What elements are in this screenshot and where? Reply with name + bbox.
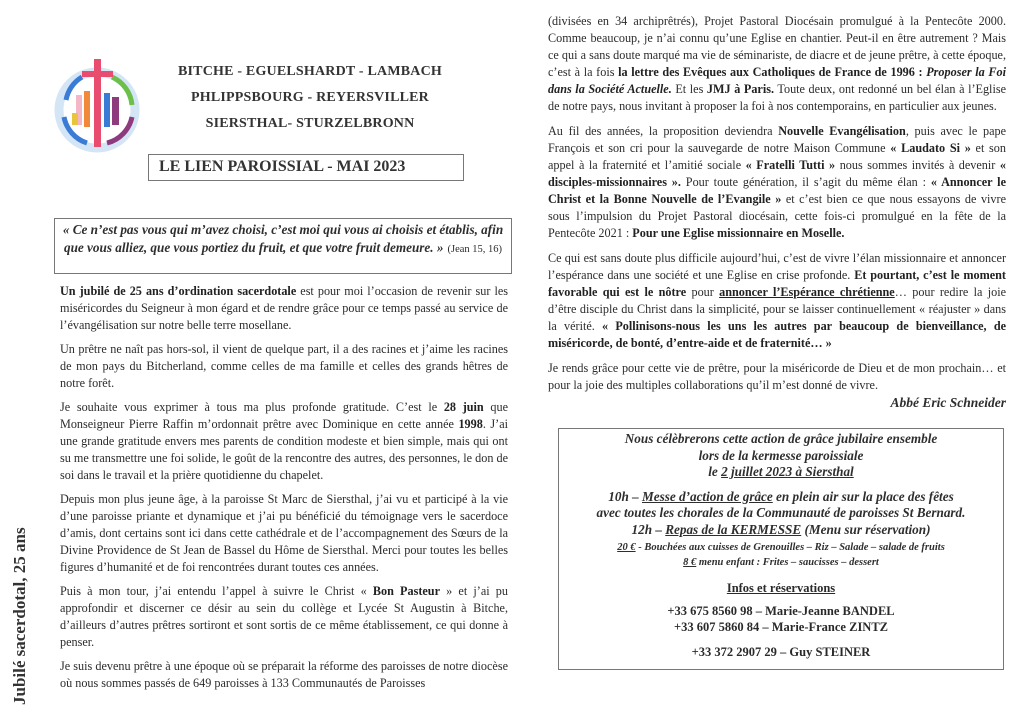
paragraph-roots: Un prêtre ne naît pas hors-sol, il vient de quelque part, il a des racines et j’aime les racines de mon pays du Bitcherland, comme celles de ma famille et celles des grands hêtres de notre forêt. — [60, 342, 508, 390]
letter-bold: la lettre des Evêques aux Catholiques de France de 1996 : — [618, 65, 923, 79]
mass-title: Messe d’action de grâce — [642, 488, 773, 504]
bon-pasteur-bold: Bon Pasteur — [372, 584, 440, 598]
jmj-bold: JMJ à Paris. — [706, 82, 775, 96]
text: . J’ai une grande gratitude envers mes parents de condition modeste et bien simple, mais qui ont su me transmettre une foi solide, le goût de la rencontre des autres, des personnes, le don de soi dans le travail et la prière quotidienne du chapelet. — [60, 417, 508, 482]
text: … pour redire la joie d’être disciple du Christ dans la simplicité, pour se laisser continuellement « réajuster » dans la vérité. — [548, 285, 1006, 333]
text: le — [708, 464, 722, 479]
signature: Abbé Eric Schneider — [890, 395, 1006, 410]
bold: Et pourtant, c’est le moment favorable qui est le nôtre — [548, 268, 1006, 299]
bold: « Fratelli Tutti » — [745, 158, 836, 172]
event-choirs: avec toutes les chorales de la Communauté de paroisses St Bernard. — [596, 505, 966, 520]
text: Au fil des années, la proposition deviendra — [548, 124, 779, 138]
price: 8 € — [683, 557, 697, 568]
meal-title: Repas de la KERMESSE — [665, 521, 802, 537]
side-jubilee-label: Jubilé sacerdotal, 25 ans — [10, 527, 29, 705]
event-date-text: 2 juillet 2023 à Siersthal — [721, 464, 854, 479]
text: et c’est bien ce que nous essayons de vivre sous l’impulsion du Projet Pastoral diocésain, cette fois-ci promulgué en la fête de la Pentecôte 2021 : — [548, 192, 1006, 240]
event-mass — [559, 489, 1003, 506]
paragraph-church — [548, 13, 1006, 115]
text: menu enfant : Frites – saucisses – dessert — [696, 557, 879, 568]
event-line-1: Nous célèbrerons cette action de grâce jubilaire ensemble — [624, 431, 938, 446]
year-bold: 1998 — [458, 417, 483, 431]
text: 12h – — [631, 521, 666, 537]
bold: Pour une Eglise missionnaire en Moselle. — [632, 226, 845, 240]
text: Et les — [671, 82, 707, 96]
bold: Nouvelle Evangélisation — [778, 124, 906, 138]
event-line-2: lors de la kermesse paroissiale — [698, 447, 864, 463]
text: 10h – — [608, 488, 642, 504]
text: » et j’ai pu approfondir et discerner ce désir au sein du collège et Lycée St Augustin à Bitche, d’ailleurs d’autres prêtres sortiront et sont sortis de ce même établissement, ce qui donne à penser. — [60, 584, 508, 649]
newsletter-title: LE LIEN PAROISSIAL - MAI 2023 — [159, 158, 406, 175]
right-column — [548, 13, 1006, 411]
event-box — [558, 428, 1004, 670]
text: en plein air sur la place des fêtes — [772, 488, 954, 504]
text: pour — [686, 285, 720, 299]
parish-logo — [52, 55, 142, 155]
bold: « Laudato Si » — [890, 141, 971, 155]
paragraph-youth: Depuis mon plus jeune âge, à la paroisse St Marc de Siersthal, j’ai vu et participé à la vie d’une paroisse priante et dynamique et j’ai pu bénéficié du témoignage vers le sacerdoce d’amis, dont certains sont ici dans cette cathédrale et de l’accompagnement des Sœurs de la Divine Providence de St Jean de Bassel du Hôme de Siersthal. Merci pour toutes les belles figures d’humanité et de foi rencontrées durant toutes ces années. — [60, 492, 508, 574]
text: Pour toute génération, il s’agit du même élan : — [680, 175, 931, 189]
parish-line-3: SIERSTHAL- STURZELBRONN — [205, 116, 415, 131]
text: - Bouchées aux cuisses de Grenouilles – Riz – Salade – salade de fruits — [635, 542, 945, 553]
paragraph-gratitude — [60, 399, 508, 484]
paragraph-evangelisation — [548, 123, 1006, 242]
text: nous sommes invités à devenir — [835, 158, 1000, 172]
jubilee-text: est pour moi l’occasion de revenir sur les miséricordes du Seigneur à mon égard et de rendre grâce pour ce temps passé au service de l’évangélisation sur notre belle terre mosellane. — [60, 284, 508, 332]
paragraph-hope — [548, 250, 1006, 352]
text: (Menu sur réservation) — [801, 521, 931, 537]
menu-adult — [559, 540, 1003, 555]
event-date — [559, 464, 1003, 481]
bold: « disciples-missionnaires ». — [548, 158, 1006, 189]
contact-2: +33 607 5860 84 – Marie-France ZINTZ — [673, 620, 889, 634]
parish-line-2: PHLIPPSBOURG - REYERSVILLER — [191, 90, 429, 105]
letter-title: Proposer la Foi dans la Société Actuelle. — [548, 65, 1006, 96]
bible-reference: (Jean 15, 16) — [447, 244, 503, 255]
bold: « Pollinisons-nous les uns les autres par beaucoup de bienveillance, de miséricorde, de bonté, d’entre-aide et de fraternité… » — [548, 319, 1007, 350]
bible-quote-box — [54, 218, 512, 274]
text: et son appel à la fraternité et l’amitié sociale — [548, 141, 1006, 172]
newsletter-title-box — [148, 154, 464, 181]
text: , puis avec le pape François et son cri pour la sauvegarde de notre Maison Commune — [548, 124, 1006, 155]
date-bold: 28 juin — [443, 400, 484, 414]
parish-line-1: BITCHE - EGUELSHARDT - LAMBACH — [177, 64, 442, 79]
text: Toute deux, ont redonné un bel élan à l’Eglise de notre pays, nous invitant à proposer la foi à nos contemporains, en particulier aux jeunes. — [548, 82, 1006, 113]
price: 20 € — [617, 542, 636, 553]
paragraph-thanks: Je rends grâce pour cette vie de prêtre, pour la miséricorde de Dieu et de mon prochain… et pour la joie des multiples collaborations qu’il m’est donné de vivre. — [548, 361, 1006, 392]
text: que Monseigneur Pierre Raffin m’ordonnait prêtre avec Dominique en cette année — [60, 400, 508, 431]
cross-logo-icon — [52, 55, 142, 155]
menu-child — [559, 555, 1003, 570]
bible-quote: « Ce n’est pas vous qui m’avez choisi, c’est moi qui vous ai choisis et établis, afin que vous alliez, que vous portiez du fruit, et que votre fruit demeure. » — [62, 222, 504, 255]
event-meal — [559, 522, 1003, 539]
left-column — [60, 283, 508, 692]
text: Puis à mon tour, j’ai entendu l’appel à suivre le Christ « — [60, 584, 373, 598]
text: (divisées en 34 archiprêtrés), Projet Pastoral Diocésain promulgué à la Pentecôte 2000. Comme beaucoup, je n’ai connu qu’une Eglise en chantier. Peut-il en être autrement ? Mais ce qui a sans doute marqué ma vie de séminariste, de diacre et de jeune prêtre, à cette époque, c’est à la fois — [548, 14, 1006, 79]
underlined-bold: annoncer l’Espérance chrétienne — [719, 285, 895, 299]
paragraph-vocation — [60, 583, 508, 651]
jubilee-bold: Un jubilé de 25 ans d’ordination sacerdotale — [60, 284, 297, 298]
contact-1: +33 675 8560 98 – Marie-Jeanne BANDEL — [667, 603, 895, 618]
text: Ce qui est sans doute plus difficile aujourd’hui, c’est de vivre l’élan missionnaire et annoncer l’espérance dans une société et une Eglise en crise profonde. — [548, 251, 1006, 282]
bold: « Annoncer le Christ et la Bonne Nouvelle de l’Evangile » — [548, 175, 1006, 206]
text: Je souhaite vous exprimer à tous ma plus profonde gratitude. C’est le — [60, 400, 444, 414]
paragraph-jubilee — [60, 283, 508, 334]
paragraph-reform: Je suis devenu prêtre à une époque où se préparait la réforme des paroisses de notre diocèse où nous sommes passés de 649 paroisses à 133 Communautés de Paroisses — [60, 659, 508, 690]
info-title: Infos et réservations — [726, 581, 836, 595]
contact-3: +33 372 2907 29 – Guy STEINER — [691, 644, 871, 659]
